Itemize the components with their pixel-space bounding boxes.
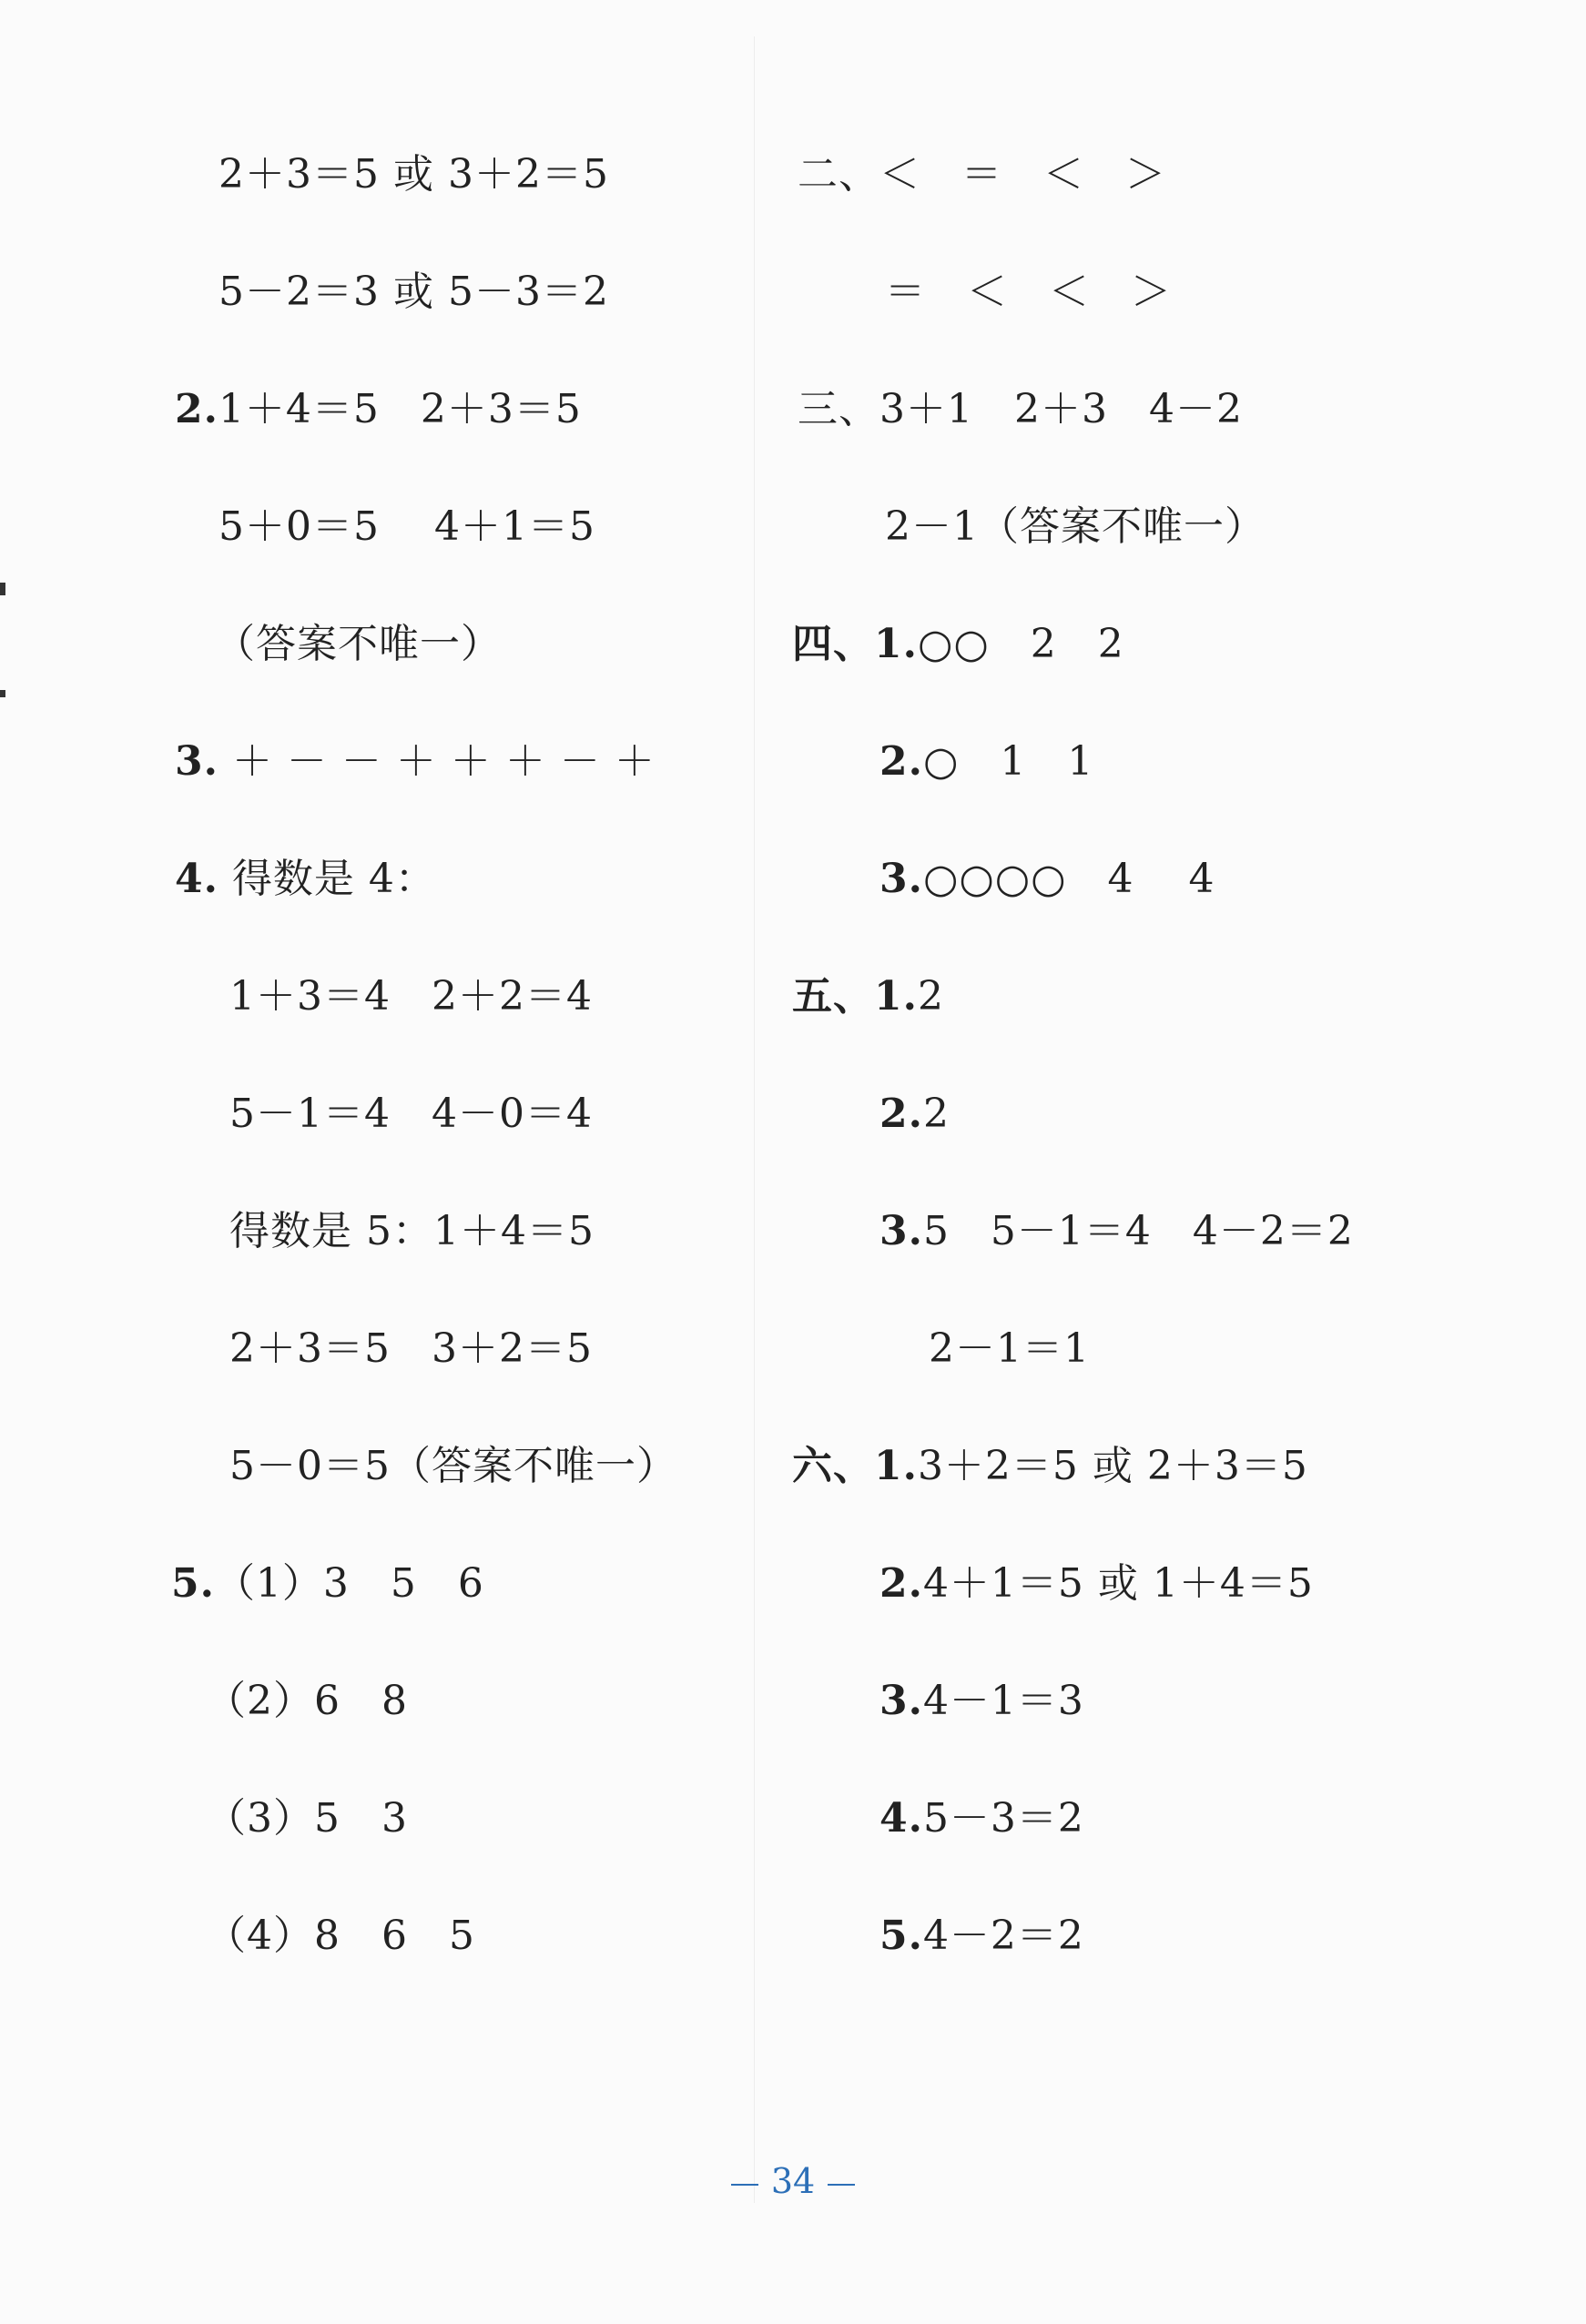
left-column bbox=[0, 0, 747, 2324]
answer-line bbox=[175, 384, 582, 435]
answer-line: ＝ ＜ ＜ ＞ bbox=[885, 269, 1172, 315]
answer-text: 4－1＝3 bbox=[922, 1678, 1084, 1724]
answer-line: （2）6 8 bbox=[206, 1678, 408, 1724]
answer-line bbox=[792, 619, 1124, 670]
answer-line: 5－0＝5（答案不唯一） bbox=[229, 1443, 677, 1489]
answer-text: 5 5－1＝4 4－2＝2 bbox=[922, 1208, 1354, 1254]
answer-line bbox=[879, 1206, 1354, 1257]
item-number: 3. bbox=[175, 738, 219, 785]
answer-line: 2＋3＝5 或 3＋2＝5 bbox=[219, 151, 609, 198]
item-number: 1. bbox=[874, 1443, 918, 1489]
column-divider bbox=[754, 36, 755, 2203]
answer-line bbox=[879, 1676, 1084, 1727]
answer-text: 2 bbox=[922, 1091, 950, 1137]
answer-line bbox=[879, 1793, 1084, 1844]
answer-line: 5＋0＝5 4＋1＝5 bbox=[219, 503, 595, 550]
answer-text: 4－2＝2 bbox=[922, 1913, 1084, 1959]
answer-text: 3＋2＝5 或 2＋3＝5 bbox=[917, 1443, 1308, 1489]
item-number: 4. bbox=[879, 1795, 923, 1842]
answer-line: 2－1＝1 bbox=[929, 1325, 1090, 1372]
answer-text: ○ 1 1 bbox=[922, 738, 1094, 785]
item-number: 3. bbox=[879, 1678, 923, 1724]
footer-dash-right bbox=[828, 2184, 855, 2186]
answer-text: 2 bbox=[917, 973, 944, 1020]
answer-line: 5－1＝4 4－0＝4 bbox=[229, 1091, 593, 1137]
page-footer bbox=[0, 2159, 1586, 2203]
answer-line: 二、＜ ＝ ＜ ＞ bbox=[798, 151, 1166, 198]
answer-line: 三、3＋1 2＋3 4－2 bbox=[798, 386, 1243, 432]
answer-line bbox=[879, 736, 1093, 787]
section-label: 四、 bbox=[792, 621, 874, 667]
answer-text: 5－3＝2 bbox=[922, 1795, 1084, 1842]
answer-line: 1＋3＝4 2＋2＝4 bbox=[229, 973, 593, 1020]
answer-line bbox=[175, 736, 656, 787]
answer-line bbox=[171, 1558, 484, 1609]
answer-line: 5－2＝3 或 5－3＝2 bbox=[219, 269, 609, 315]
answer-line bbox=[879, 1089, 950, 1140]
answer-text: 1＋4＝5 2＋3＝5 bbox=[218, 386, 582, 432]
item-number: 3. bbox=[879, 1208, 923, 1254]
item-number: 4. bbox=[175, 856, 219, 902]
right-column bbox=[783, 0, 1530, 2324]
answer-line bbox=[792, 1441, 1308, 1492]
page-number: 34 bbox=[770, 2161, 816, 2201]
answer-text: 得数是 4： bbox=[231, 856, 436, 902]
answer-text: ○○○○ 4 4 bbox=[922, 856, 1215, 902]
answer-line bbox=[792, 971, 944, 1022]
scan-mark bbox=[0, 690, 5, 697]
section-label: 六、 bbox=[792, 1443, 874, 1489]
item-number: 5. bbox=[879, 1913, 923, 1959]
answer-line: （3）5 3 bbox=[206, 1795, 408, 1842]
answer-line bbox=[879, 1911, 1084, 1962]
answer-text: （1）3 5 6 bbox=[214, 1560, 484, 1607]
answer-line bbox=[175, 854, 436, 905]
answer-line: 得数是 5：1＋4＝5 bbox=[229, 1208, 595, 1254]
item-number: 1. bbox=[874, 621, 918, 667]
answer-line bbox=[879, 1558, 1314, 1609]
item-number: 3. bbox=[879, 856, 923, 902]
answer-line: （4）8 6 5 bbox=[206, 1913, 475, 1959]
item-number: 1. bbox=[874, 973, 918, 1020]
answer-text: ○○ 2 2 bbox=[917, 621, 1124, 667]
item-number: 2. bbox=[175, 386, 219, 432]
answer-note: （答案不唯一） bbox=[215, 621, 502, 667]
answer-line bbox=[879, 854, 1215, 905]
item-number: 5. bbox=[171, 1560, 215, 1607]
item-number: 2. bbox=[879, 1091, 923, 1137]
answer-text: ＋ － － ＋ ＋ ＋ － ＋ bbox=[231, 738, 656, 785]
answer-text: 4＋1＝5 或 1＋4＝5 bbox=[922, 1560, 1314, 1607]
answer-line: 2＋3＝5 3＋2＝5 bbox=[229, 1325, 593, 1372]
scan-mark bbox=[0, 583, 5, 595]
footer-dash-left bbox=[731, 2184, 758, 2186]
answer-line: 2－1（答案不唯一） bbox=[885, 503, 1266, 550]
item-number: 2. bbox=[879, 738, 923, 785]
item-number: 2. bbox=[879, 1560, 923, 1607]
section-label: 五、 bbox=[792, 973, 874, 1020]
